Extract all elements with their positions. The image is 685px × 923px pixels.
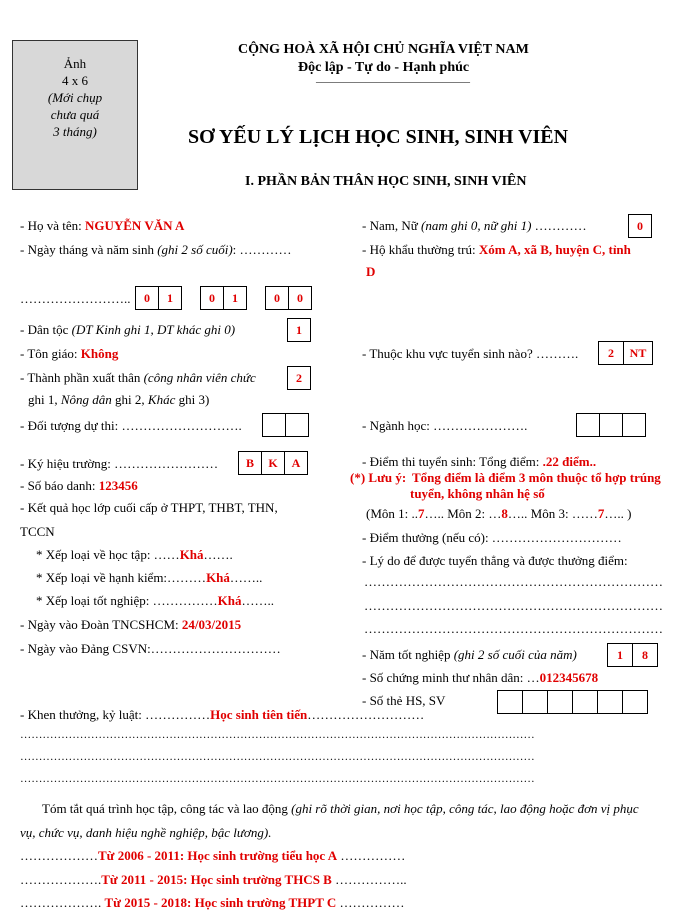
summary-row-dots: …………… <box>336 895 405 910</box>
id-number-field <box>362 670 598 686</box>
graduation-rank-value: Khá <box>217 593 242 608</box>
major-label: - Ngành học: …………………. <box>362 418 528 433</box>
origin-field <box>20 370 256 386</box>
ethnic-label: - Dân tộc <box>20 322 72 337</box>
region-code[interactable]: NT <box>623 341 653 365</box>
dob-hint: (ghi 2 số cuối) <box>157 242 233 257</box>
residence-value: Xóm A, xã B, huyện C, tỉnh <box>478 242 631 257</box>
sex-field <box>362 218 587 234</box>
sex-box[interactable]: 0 <box>628 214 652 238</box>
subject-3-score: 7 <box>597 506 605 521</box>
summary-row <box>20 872 407 888</box>
conduct-rank-value: Khá <box>206 570 230 585</box>
awards-field <box>20 707 424 723</box>
page-title: SƠ YẾU LÝ LỊCH HỌC SINH, SINH VIÊN <box>188 126 569 148</box>
exam-target-digit[interactable] <box>262 413 286 437</box>
reason-line: …………………………………………………………… <box>364 621 663 636</box>
union-date-field <box>20 617 241 633</box>
origin-hint: (công nhân viên chức <box>143 370 256 385</box>
dob-label: - Ngày tháng và năm sinh <box>20 242 158 257</box>
major-digit[interactable] <box>576 413 600 437</box>
final-grade-label-2: TCCN <box>20 524 55 539</box>
graduation-year-label: - Năm tốt nghiệp <box>362 647 454 662</box>
study-rank-field <box>36 547 233 563</box>
reason-line: …………………………………………………………… <box>364 574 663 589</box>
sex-label: - Nam, Nữ <box>362 218 422 233</box>
major-digit[interactable] <box>622 413 646 437</box>
photo-note-3: 3 tháng) <box>53 124 97 139</box>
graduation-rank-field <box>36 593 274 609</box>
student-card-boxes <box>497 690 648 714</box>
photo-placeholder <box>12 40 138 190</box>
summary-row-text: Từ 2015 - 2018: Học sinh trường THPT C <box>104 895 337 910</box>
national-motto: Độc lập - Tự do - Hạnh phúc <box>298 60 470 75</box>
union-date-label: - Ngày vào Đoàn TNCSHCM: <box>20 617 182 632</box>
subject-2-label: ….. Môn 2: … <box>424 506 502 521</box>
student-card-digit[interactable] <box>522 690 548 714</box>
region-boxes <box>598 341 653 365</box>
region-label: - Thuộc khu vực tuyển sinh nào? ………. <box>362 346 579 361</box>
awards-line: ………………………………………………………………………………………………………………………… <box>20 773 535 785</box>
subject-close: ….. ) <box>604 506 632 521</box>
summary-row-text: Từ 2006 - 2011: Học sinh trường tiểu học A <box>98 848 338 863</box>
union-date-value: 24/03/2015 <box>181 617 242 632</box>
photo-note-2: chưa quá <box>50 107 100 122</box>
origin-hint-b: Nông dân <box>60 392 112 407</box>
candidate-number-label: - Số báo danh: <box>20 478 99 493</box>
residence-value-line2: D <box>366 264 376 279</box>
sex-dots: ………… <box>531 218 587 233</box>
student-card-digit[interactable] <box>497 690 523 714</box>
graduation-year-field <box>362 647 577 663</box>
school-code-letter[interactable]: A <box>284 451 308 475</box>
summary-row-text: Từ 2011 - 2015: Học sinh trường THCS B <box>101 872 332 887</box>
school-code-boxes <box>238 451 308 475</box>
reason-line: …………………………………………………………… <box>364 598 663 613</box>
religion-label: - Tôn giáo: <box>20 346 81 361</box>
major-boxes <box>576 413 646 437</box>
graduation-year-boxes <box>607 643 658 667</box>
reason-label: - Lý do để được tuyển thẳng và được thưởng điểm: <box>362 553 628 568</box>
summary-row-dots: …………….. <box>331 872 407 887</box>
summary-row-dots: …………… <box>337 848 406 863</box>
exam-target-digit[interactable] <box>285 413 309 437</box>
graduation-rank-label: * Xếp loại tốt nghiệp: …………… <box>36 593 218 608</box>
summary-intro <box>42 801 639 817</box>
origin-hint-c: ghi 2, <box>111 392 148 407</box>
origin-label: - Thành phần xuất thân <box>20 370 144 385</box>
awards-line: ………………………………………………………………………………………………………………………… <box>20 751 535 763</box>
country-name: CỘNG HOÀ XÃ HỘI CHỦ NGHĨA VIỆT NAM <box>238 42 529 57</box>
summary-row-dots: ……………… <box>20 848 98 863</box>
bonus-points-label: - Điểm thưởng (nếu có): ………………………… <box>362 530 622 545</box>
summary-intro-text: Tóm tắt quá trình học tập, công tác và lao động <box>42 801 292 816</box>
student-card-digit[interactable] <box>572 690 598 714</box>
summary-row <box>20 848 405 864</box>
student-card-label: - Số thẻ HS, SV <box>362 693 446 708</box>
photo-size: 4 x 6 <box>62 73 88 88</box>
candidate-number-value: 123456 <box>98 478 138 493</box>
graduation-rank-dots: …….. <box>241 593 274 608</box>
graduation-year-digit[interactable]: 8 <box>632 643 658 667</box>
ethnic-field <box>20 322 235 338</box>
id-number-label: - Số chứng minh thư nhân dân: … <box>362 670 540 685</box>
name-field <box>20 218 184 234</box>
conduct-rank-field <box>36 570 262 586</box>
awards-line: ………………………………………………………………………………………………………………………… <box>20 729 535 741</box>
dob-dots: : ………… <box>232 242 292 257</box>
awards-label: - Khen thưởng, kỷ luật: …………… <box>20 707 211 722</box>
origin-hint-a: ghi 1, <box>28 392 61 407</box>
study-rank-label: * Xếp loại về học tập: …… <box>36 547 180 562</box>
photo-note-1: (Mới chụp <box>47 90 103 105</box>
note-text-1: Tổng điểm là điểm 3 môn thuộc tổ hợp trúng <box>412 470 661 485</box>
section-title: I. PHẦN BẢN THÂN HỌC SINH, SINH VIÊN <box>245 174 527 189</box>
school-code-label: - Ký hiệu trường: …………………… <box>20 456 219 471</box>
dob-dots-line: …………………….. <box>20 291 131 306</box>
subject-scores <box>366 506 631 522</box>
subject-2-score: 8 <box>501 506 508 521</box>
id-number-value: 012345678 <box>539 670 599 685</box>
dob-month-boxes <box>200 286 247 310</box>
awards-value: Học sinh tiên tiến <box>210 707 308 722</box>
name-value: NGUYỄN VĂN A <box>84 218 185 233</box>
dob-year-digit[interactable]: 0 <box>265 286 289 310</box>
dob-year-digit[interactable]: 0 <box>288 286 312 310</box>
study-rank-dots: ……. <box>203 547 233 562</box>
note-label: (*) Lưu ý: <box>350 470 407 485</box>
name-label: - Họ và tên: <box>20 218 85 233</box>
dob-day-digit[interactable]: 1 <box>158 286 182 310</box>
dob-month-digit[interactable]: 0 <box>200 286 224 310</box>
summary-intro-hint-2: vụ, chức vụ, danh hiệu nghề nghiệp, bậc lương). <box>20 825 272 840</box>
dob-day-digit[interactable]: 0 <box>135 286 159 310</box>
dob-month-digit[interactable]: 1 <box>223 286 247 310</box>
origin-box[interactable]: 2 <box>287 366 311 390</box>
subject-3-label: ….. Môn 3: …… <box>507 506 598 521</box>
subject-1-label: (Môn 1: .. <box>366 506 418 521</box>
graduation-year-digit[interactable]: 1 <box>607 643 633 667</box>
note-text-2: tuyển, không nhân hệ số <box>410 486 545 501</box>
photo-label: Ảnh <box>63 56 87 71</box>
score-value: .22 điểm.. <box>542 454 597 469</box>
origin-hint-e: ghi 3) <box>175 392 210 407</box>
subject-1-score: 7 <box>418 506 425 521</box>
major-digit[interactable] <box>599 413 623 437</box>
dob-field <box>20 242 292 258</box>
ethnic-hint: (DT Kinh ghi 1, DT khác ghi 0) <box>71 322 236 337</box>
final-grade-label-1: - Kết quả học lớp cuối cấp ở THPT, THBT, THN, <box>20 500 278 515</box>
student-card-digit[interactable] <box>597 690 623 714</box>
school-code-letter[interactable]: B <box>238 451 262 475</box>
conduct-rank-dots: …….. <box>229 570 263 585</box>
residence-label: - Hộ khẩu thường trú: <box>362 242 479 257</box>
graduation-year-hint: (ghi 2 số cuối của năm) <box>453 647 577 662</box>
origin-line2 <box>28 392 209 408</box>
summary-row-dots: ………………. <box>20 872 102 887</box>
party-date-label: - Ngày vào Đảng CSVN:………………………… <box>20 641 281 656</box>
candidate-number-field <box>20 478 138 494</box>
summary-row-dots: ………………. <box>20 895 105 910</box>
score-field <box>362 454 596 470</box>
dob-day-boxes <box>135 286 182 310</box>
score-label: - Điểm thi tuyển sinh: Tổng điểm: <box>362 454 543 469</box>
motto-underline: ____________________________ <box>316 72 470 84</box>
exam-target-boxes <box>262 413 309 437</box>
dob-year-boxes <box>265 286 312 310</box>
origin-hint-d: Khác <box>147 392 176 407</box>
religion-value: Không <box>80 346 119 361</box>
summary-row <box>20 895 405 911</box>
sex-hint: (nam ghi 0, nữ ghi 1) <box>421 218 532 233</box>
student-card-digit[interactable] <box>547 690 573 714</box>
residence-field <box>362 242 631 258</box>
awards-dots: ……………………… <box>307 707 425 722</box>
ethnic-box[interactable]: 1 <box>287 318 311 342</box>
school-code-letter[interactable]: K <box>261 451 285 475</box>
exam-target-label: - Đối tượng dự thi: ………………………. <box>20 418 242 433</box>
student-card-digit[interactable] <box>622 690 648 714</box>
study-rank-value: Khá <box>179 547 204 562</box>
religion-field <box>20 346 118 362</box>
summary-intro-hint: (ghi rõ thời gian, nơi học tập, công tác, lao động hoặc đơn vị phục <box>291 801 639 816</box>
conduct-rank-label: * Xếp loại về hạnh kiểm:……… <box>36 570 207 585</box>
region-digit[interactable]: 2 <box>598 341 624 365</box>
